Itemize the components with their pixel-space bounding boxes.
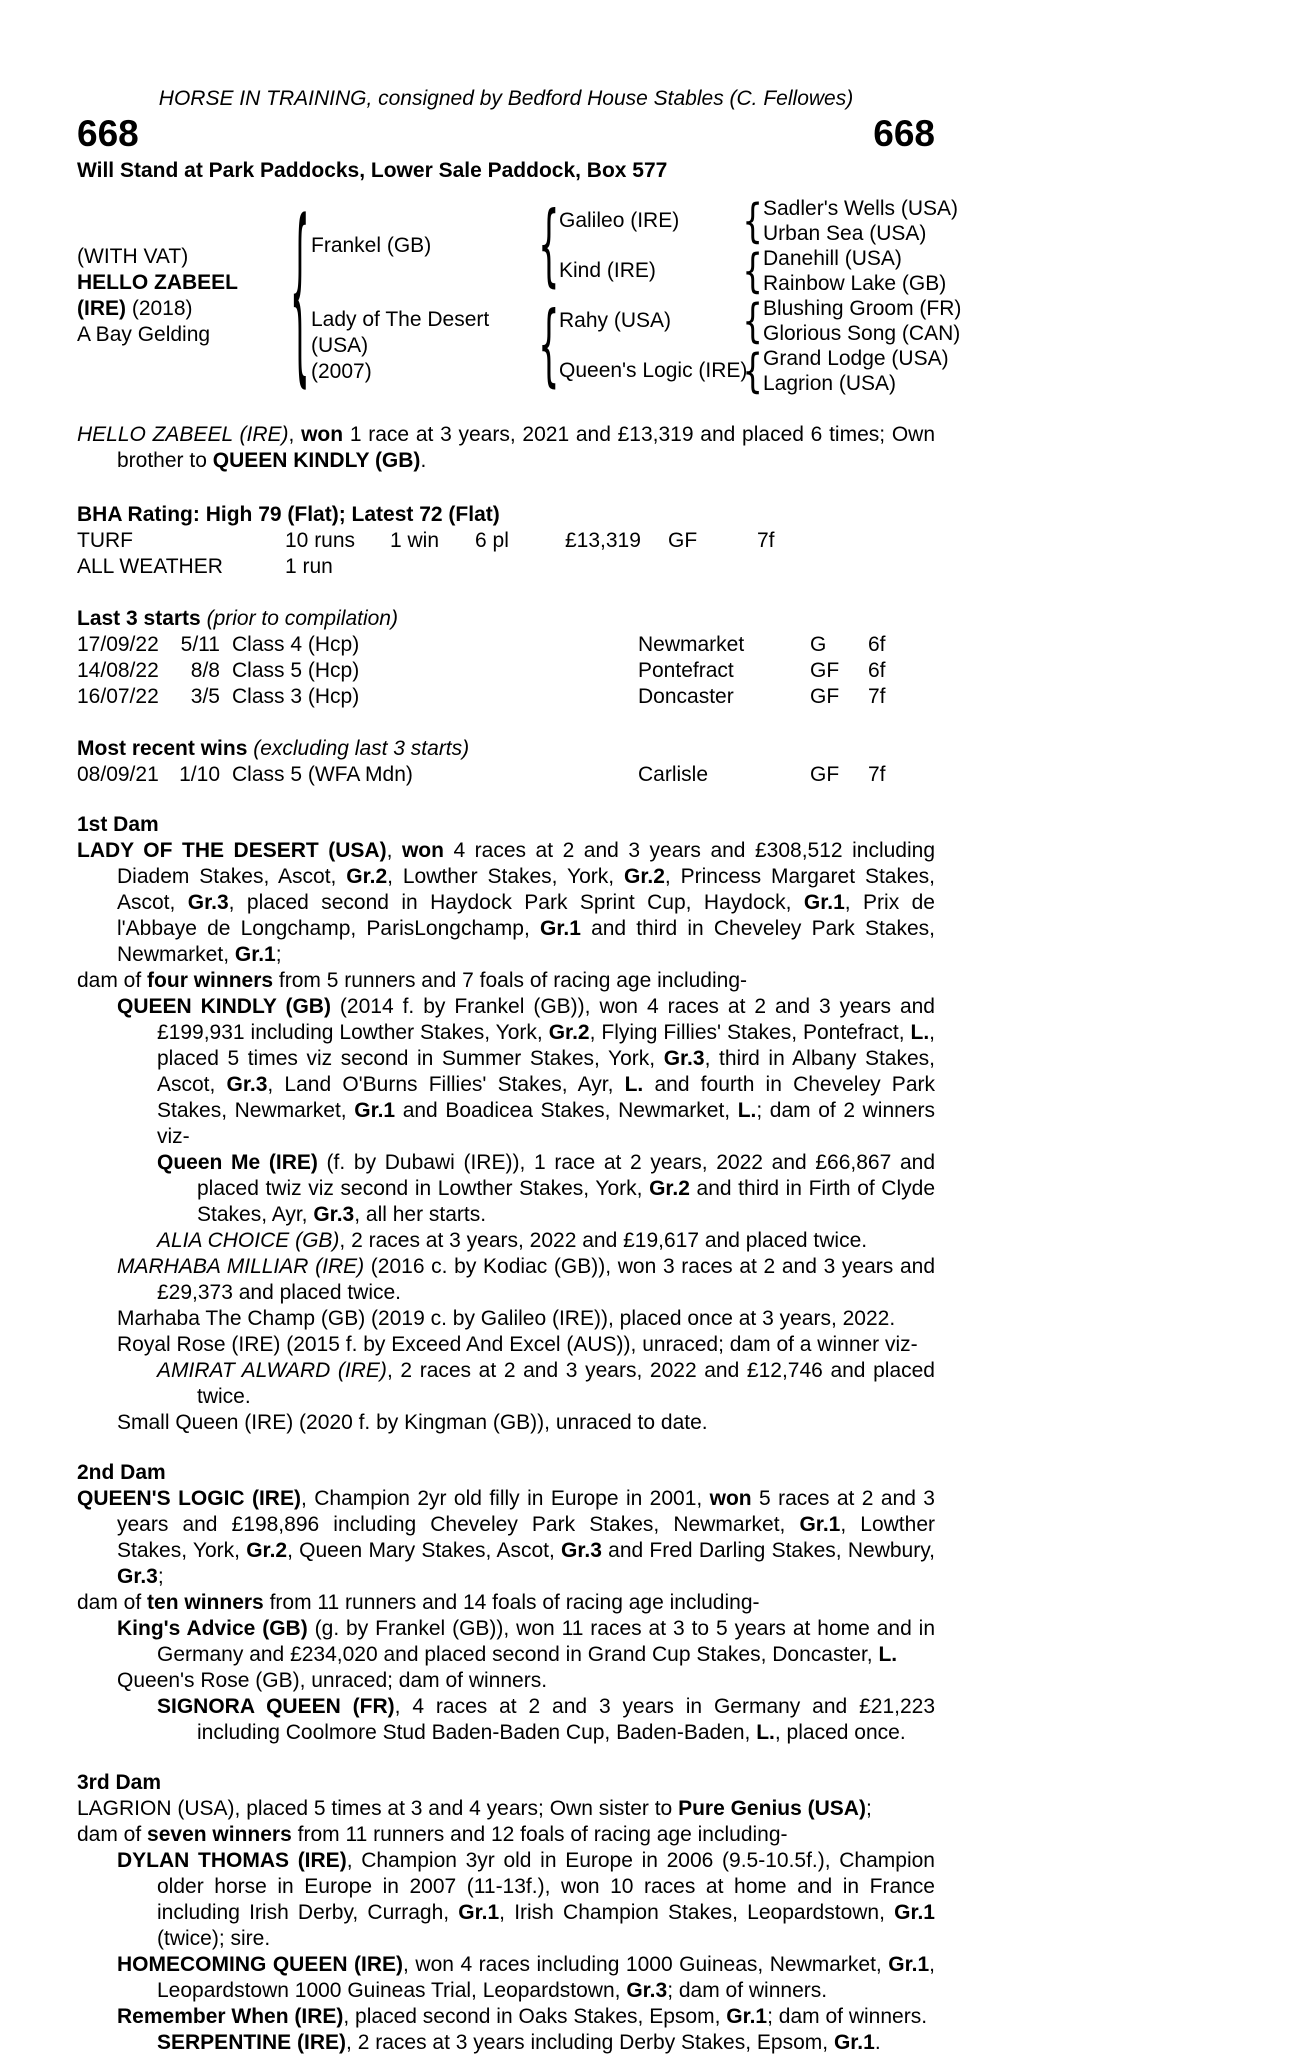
race-distance: 6f — [868, 633, 886, 656]
stats-money — [565, 554, 668, 580]
pedigree-paragraph: dam of four winners from 5 runners and 7 foals of racing age including- — [77, 969, 747, 992]
recent-wins-title: Most recent wins — [77, 737, 248, 760]
race-date: 17/09/22 — [77, 633, 159, 656]
pedigree-paragraph: DYLAN THOMAS (IRE), Champion 3yr old in Europe in 2006 (9.5-10.5f.), Champion older horse in Europe in 2007 (11-13f.), won 10 races at home and in France including Irish Derby, Curragh, Gr.1, Irish Champion Stakes, Leopardstown, Gr.1 (twice); sire. — [117, 1849, 935, 1950]
sire-name: Frankel (GB) — [311, 234, 432, 257]
stats-surface: ALL WEATHER — [77, 555, 223, 578]
great-grandparent-name: Urban Sea (USA) — [763, 221, 927, 245]
pedigree-paragraph: HOMECOMING QUEEN (IRE), won 4 races including 1000 Guineas, Newmarket, Gr.1, Leopardstown 1000 Guineas Trial, Leopardstown, Gr.3; dam of winners. — [117, 1953, 936, 2002]
pedigree-paragraph: QUEEN'S LOGIC (IRE), Champion 2yr old filly in Europe in 2001, won 5 races at 2 and 3 years and £198,896 including Cheveley Park Stakes, Newmarket, Gr.1, Lowther Stakes, York, Gr.2, Queen Mary Stakes, Ascot, Gr.3 and Fred Darling Stakes, Newbury, Gr.3; — [77, 1487, 935, 1588]
pedigree-paragraph: Remember When (IRE), placed second in Oaks Stakes, Epsom, Gr.1; dam of winners. — [117, 2005, 928, 2028]
dam-name-block — [311, 296, 539, 396]
race-row — [77, 658, 935, 684]
pedigree-paragraph: SERPENTINE (IRE), 2 races at 3 years including Derby Stakes, Epsom, Gr.1. — [157, 2031, 881, 2054]
recent-wins-heading — [77, 736, 935, 762]
race-class: Class 5 (WFA Mdn) — [232, 763, 413, 786]
race-position: 3/5 — [190, 685, 220, 708]
pedigree-paragraph: LAGRION (USA), placed 5 times at 3 and 4 years; Own sister to Pure Genius (USA); — [77, 1797, 872, 1820]
dam-name: Lady of The Desert (USA) — [311, 308, 490, 357]
great-grandparent-name: Lagrion (USA) — [763, 371, 897, 395]
recent-wins-note: (excluding last 3 starts) — [253, 737, 470, 760]
great-grandparent-name: Rainbow Lake (GB) — [763, 271, 947, 295]
pedigree-paragraph: Royal Rose (IRE) (2015 f. by Exceed And Excel (AUS)), unraced; dam of a winner viz- — [117, 1333, 918, 1356]
grandparent-name: Kind (IRE) — [559, 259, 656, 282]
race-going: GF — [810, 685, 840, 708]
horse-name: HELLO ZABEEL — [77, 271, 238, 294]
pedigree-paragraph: King's Advice (GB) (g. by Frankel (GB)), won 11 races at 3 to 5 years at home and in Germany and £234,020 and placed second in Grand Cup Stakes, Doncaster, L. — [117, 1617, 935, 1666]
pedigree-paragraph: LADY OF THE DESERT (USA), won 4 races at 2 and 3 years and £308,512 including Diadem Stakes, Ascot, Gr.2, Lowther Stakes, York, Gr.2, Princess Margaret Stakes, Ascot, Gr.3, placed second in Haydock Park Sprint Cup, Haydock, Gr.1, Prix de l'Abbaye de Longchamp, ParisLongchamp, Gr.1 and third in Cheveley Park Stakes, Newmarket, Gr.1; — [77, 839, 936, 966]
consignment-title: HORSE IN TRAINING, consigned by Bedford House Stables (C. Fellowes) — [158, 87, 854, 110]
brace-icon — [539, 296, 559, 396]
grandparent-name: Queen's Logic (IRE) — [559, 359, 748, 382]
race-course: Carlisle — [638, 763, 709, 786]
great-grandparent-name: Danehill (USA) — [763, 246, 902, 270]
race-distance: 6f — [868, 659, 886, 682]
stats-surface: TURF — [77, 529, 133, 552]
lot-number-right: 668 — [873, 113, 935, 154]
pedigree-paragraph: MARHABA MILLIAR (IRE) (2016 c. by Kodiac (GB)), won 3 races at 2 and 3 years and £29,373 and placed twice. — [117, 1255, 935, 1304]
second-dam-heading: 2nd Dam — [77, 1461, 166, 1484]
pedigree-paragraph: Small Queen (IRE) (2020 f. by Kingman (GB)), unraced to date. — [117, 1411, 708, 1434]
bha-rating-heading: BHA Rating: High 79 (Flat); Latest 72 (Flat) — [77, 503, 500, 526]
grandparent-name: Galileo (IRE) — [559, 209, 680, 232]
brace-icon — [289, 196, 311, 396]
recent-wins-section — [77, 736, 935, 788]
pedigree-paragraph: Queen Me (IRE) (f. by Dubawi (IRE)), 1 race at 2 years, 2022 and £66,867 and placed twiz viz second in Lowther Stakes, York, Gr.2 and third in Firth of Clyde Stakes, Ayr, Gr.3, all her starts. — [157, 1151, 935, 1226]
stats-runs: 10 runs — [285, 529, 356, 552]
stats-distance: 7f — [757, 529, 775, 552]
third-dam-section — [77, 1770, 935, 2056]
race-row — [77, 684, 935, 710]
race-class: Class 5 (Hcp) — [232, 659, 360, 682]
brace-icon — [743, 196, 763, 246]
horse-sex: A Bay Gelding — [77, 323, 211, 346]
last-starts-title: Last 3 starts — [77, 607, 201, 630]
stats-going: GF — [668, 529, 698, 552]
dam-year: (2007) — [311, 360, 372, 383]
stats-money: £13,319 — [565, 529, 641, 552]
pedigree-paragraph: SIGNORA QUEEN (FR), 4 races at 2 and 3 years in Germany and £21,223 including Coolmore Stud Baden-Baden Cup, Baden-Baden, L., placed once. — [157, 1695, 935, 1744]
bha-section — [77, 502, 935, 580]
race-going: G — [810, 633, 827, 656]
pedigree-paragraph: ALIA CHOICE (GB), 2 races at 3 years, 2022 and £19,617 and placed twice. — [157, 1229, 868, 1252]
brace-icon — [743, 296, 763, 346]
brace-icon — [743, 346, 763, 396]
race-row — [77, 632, 935, 658]
race-class: Class 3 (Hcp) — [232, 685, 360, 708]
race-position: 5/11 — [180, 633, 220, 656]
great-grandparent-name: Grand Lodge (USA) — [763, 346, 949, 370]
stats-wins — [390, 554, 475, 580]
pedigree-paragraph: Marhaba The Champ (GB) (2019 c. by Galileo (IRE)), placed once at 3 years, 2022. — [117, 1307, 896, 1330]
stats-wins: 1 win — [390, 529, 440, 552]
great-grandparent-name: Sadler's Wells (USA) — [763, 196, 958, 220]
pedigree-paragraph: dam of seven winners from 11 runners and 12 foals of racing age including- — [77, 1823, 788, 1846]
stats-row — [77, 528, 935, 554]
last-starts-note: (prior to compilation) — [206, 607, 398, 630]
lot-number-left: 668 — [77, 113, 139, 154]
stats-going — [668, 554, 757, 580]
last-starts-section — [77, 606, 935, 710]
brace-icon — [539, 196, 559, 296]
race-date: 08/09/21 — [77, 763, 159, 786]
first-dam-heading: 1st Dam — [77, 813, 159, 836]
grandparent-name: Rahy (USA) — [559, 309, 672, 332]
race-position: 8/8 — [190, 659, 220, 682]
second-dam-section — [77, 1460, 935, 1746]
pedigree-paragraph: dam of ten winners from 11 runners and 14 foals of racing age including- — [77, 1591, 760, 1614]
race-distance: 7f — [868, 763, 886, 786]
pedigree-paragraph: AMIRAT ALWARD (IRE), 2 races at 2 and 3 years, 2022 and £12,746 and placed twice. — [157, 1359, 935, 1408]
race-going: GF — [810, 659, 840, 682]
last-starts-heading — [77, 606, 935, 632]
race-course: Doncaster — [638, 685, 734, 708]
race-class: Class 4 (Hcp) — [232, 633, 360, 656]
pedigree-paragraph: QUEEN KINDLY (GB) (2014 f. by Frankel (GB)), won 4 races at 2 and 3 years and £199,931 including Lowther Stakes, York, Gr.2, Flying Fillies' Stakes, Pontefract, L., placed 5 times viz second in Summer Stakes, York, Gr.3, third in Albany Stakes, Ascot, Gr.3, Land O'Burns Fillies' Stakes, Ayr, L. and fourth in Cheveley Park Stakes, Newmarket, Gr.1 and Boadicea Stakes, Newmarket, L.; dam of 2 winners viz- — [117, 995, 936, 1148]
race-distance: 7f — [868, 685, 886, 708]
first-dam-section — [77, 812, 935, 1436]
brace-icon — [743, 246, 763, 296]
great-grandparent-name: Blushing Groom (FR) — [763, 296, 962, 320]
race-row — [77, 762, 935, 788]
stand-location: Will Stand at Park Paddocks, Lower Sale Paddock, Box 577 — [77, 159, 668, 182]
race-date: 16/07/22 — [77, 685, 159, 708]
stats-places — [475, 554, 565, 580]
horse-details — [77, 196, 289, 396]
race-going: GF — [810, 763, 840, 786]
stats-runs: 1 run — [285, 555, 333, 578]
race-date: 14/08/22 — [77, 659, 159, 682]
vat-note: (WITH VAT) — [77, 245, 189, 268]
great-grandparent-name: Glorious Song (CAN) — [763, 321, 961, 345]
third-dam-heading: 3rd Dam — [77, 1771, 162, 1794]
pedigree-tree — [77, 196, 962, 396]
pedigree-paragraph: Queen's Rose (GB), unraced; dam of winners. — [117, 1669, 548, 1692]
stats-places: 6 pl — [475, 529, 509, 552]
race-position: 1/10 — [179, 763, 220, 786]
race-course: Pontefract — [638, 659, 734, 682]
race-summary: HELLO ZABEEL (IRE), won 1 race at 3 years, 2021 and £13,319 and placed 6 times; Own brother to QUEEN KINDLY (GB). — [77, 423, 936, 472]
lot-number-row — [77, 114, 935, 154]
horse-name-suffix: (IRE) (2018) — [77, 297, 193, 320]
race-course: Newmarket — [638, 633, 745, 656]
stats-row — [77, 554, 935, 580]
stats-distance — [757, 554, 935, 580]
